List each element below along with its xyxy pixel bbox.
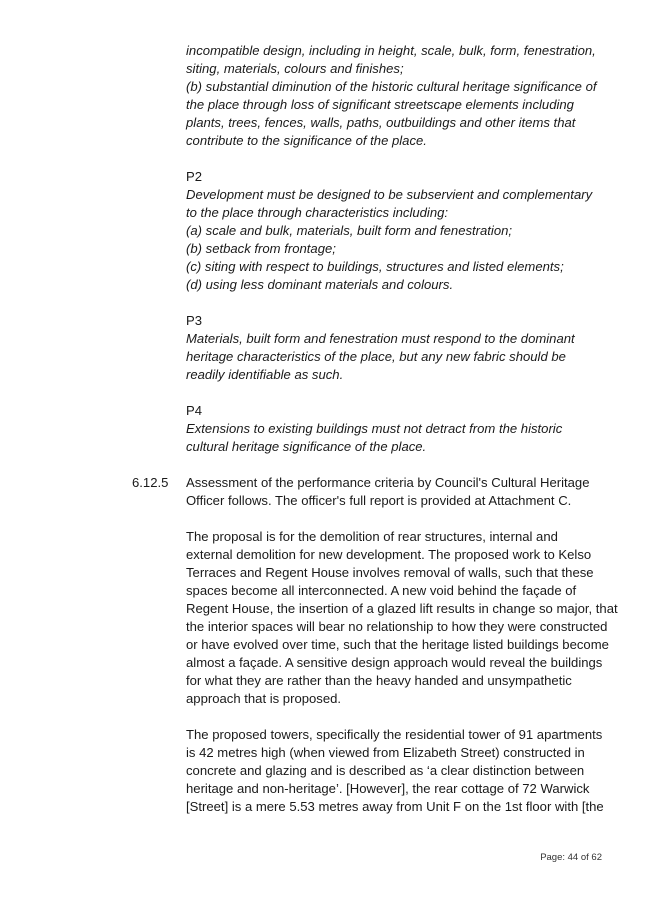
p3-text-line: readily identifiable as such.	[186, 367, 344, 382]
paragraph-line: [Street] is a mere 5.53 metres away from Unit F on the 1st floor with [the	[186, 799, 604, 814]
p4-text-line: cultural heritage significance of the place.	[186, 439, 427, 454]
p4-text-line: Extensions to existing buildings must not detract from the historic	[186, 421, 563, 436]
paragraph-line: concrete and glazing and is described as ‘a clear distinction between	[186, 763, 585, 778]
p3-heading: P3	[186, 313, 203, 328]
section-intro-line: Assessment of the performance criteria by Council's Cultural Heritage	[186, 475, 590, 490]
p2-heading: P2	[186, 169, 203, 184]
p2-text-line: to the place through characteristics including:	[186, 205, 449, 220]
paragraph-line: heritage and non-heritage’. [However], the rear cottage of 72 Warwick	[186, 781, 590, 796]
paragraph-line: is 42 metres high (when viewed from Elizabeth Street) constructed in	[186, 745, 585, 760]
p4-heading: P4	[186, 403, 203, 418]
paragraph-line: approach that is proposed.	[186, 691, 342, 706]
criteria-text-line: plants, trees, fences, walls, paths, outbuildings and other items that	[186, 115, 576, 130]
paragraph-line: or have evolved over time, such that the heritage listed buildings become	[186, 637, 609, 652]
paragraph-line: Regent House, the insertion of a glazed lift results in change so major, that	[186, 601, 618, 616]
section-number: 6.12.5	[132, 475, 169, 490]
paragraph-line: The proposal is for the demolition of rear structures, internal and	[186, 529, 558, 544]
paragraph-line: The proposed towers, specifically the residential tower of 91 apartments	[186, 727, 603, 742]
paragraph-line: almost a façade. A sensitive design approach would reveal the buildings	[186, 655, 603, 670]
page-number: Page: 44 of 62	[540, 852, 602, 863]
criteria-text-line: siting, materials, colours and finishes;	[186, 61, 404, 76]
paragraph-line: external demolition for new development. The proposed work to Kelso	[186, 547, 592, 562]
criteria-text-line: incompatible design, including in height, scale, bulk, form, fenestration,	[186, 43, 596, 58]
paragraph-line: for what they are rather than the heavy handed and unsympathetic	[186, 673, 572, 688]
p2-text-line: (d) using less dominant materials and colours.	[186, 277, 454, 292]
criteria-text-line: (b) substantial diminution of the historic cultural heritage significance of	[186, 79, 597, 94]
criteria-text-line: the place through loss of significant streetscape elements including	[186, 97, 574, 112]
paragraph-line: the interior spaces will bear no relationship to how they were constructed	[186, 619, 608, 634]
p2-text-line: (c) siting with respect to buildings, structures and listed elements;	[186, 259, 564, 274]
p2-text-line: (b) setback from frontage;	[186, 241, 336, 256]
criteria-text-line: contribute to the significance of the place.	[186, 133, 427, 148]
p2-text-line: (a) scale and bulk, materials, built form and fenestration;	[186, 223, 513, 238]
p3-text-line: Materials, built form and fenestration must respond to the dominant	[186, 331, 575, 346]
section-intro-line: Officer follows. The officer's full report is provided at Attachment C.	[186, 493, 572, 508]
p3-text-line: heritage characteristics of the place, but any new fabric should be	[186, 349, 566, 364]
p2-text-line: Development must be designed to be subservient and complementary	[186, 187, 593, 202]
paragraph-line: spaces become all interconnected. A new void behind the façade of	[186, 583, 577, 598]
paragraph-line: Terraces and Regent House involves removal of walls, such that these	[186, 565, 594, 580]
